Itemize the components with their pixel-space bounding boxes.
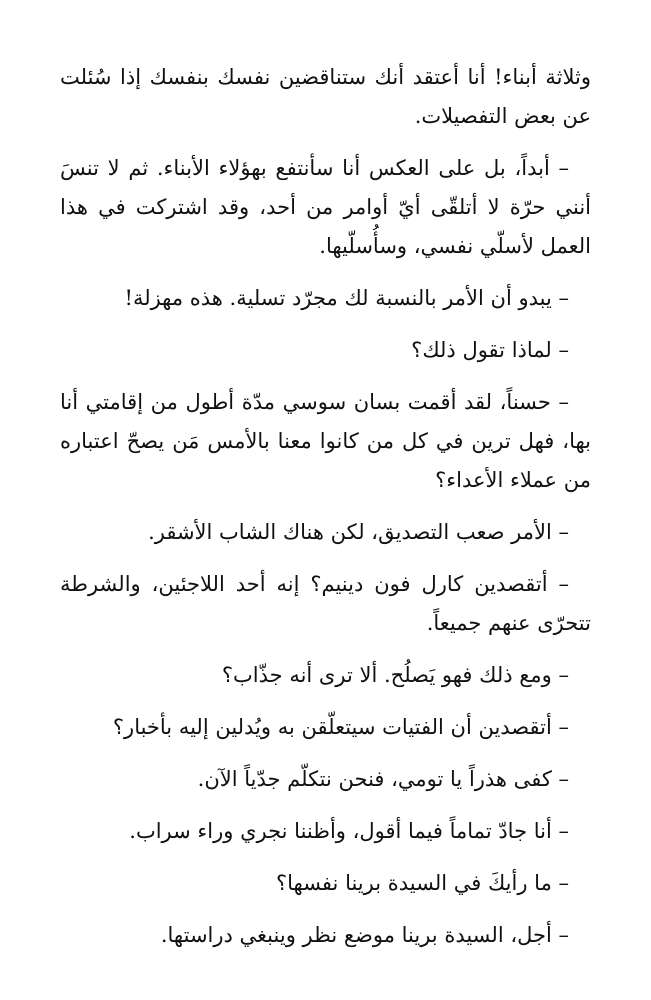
paragraph-1: وثلاثة أبناء! أنا أعتقد أنك ستناقضين نفسك بنفسك إذا سُئلت عن بعض التفصيلات. (60, 65, 591, 128)
paragraph-12: – ما رأيكَ في السيدة برينا نفسها؟ (275, 871, 569, 895)
paragraph-8: – ومع ذلك فهو يَصلُح. ألا ترى أنه جذّاب؟ (221, 663, 569, 687)
book-page (60, 58, 591, 968)
paragraph-9: – أتقصدين أن الفتيات سيتعلّقن به ويُدلين إليه بأخبار؟ (112, 715, 569, 739)
paragraph-5: – حسناً، لقد أقمت بسان سوسي مدّة أطول من إقامتي أنا بها، فهل ترين في كل من كانوا معنا بالأمس مَن يصحّ اعتباره من عملاء الأعداء؟ (60, 390, 591, 492)
paragraph-3: – يبدو أن الأمر بالنسبة لك مجرّد تسلية. هذه مهزلة! (124, 286, 569, 310)
paragraph-13: – أجل، السيدة برينا موضع نظر وينبغي دراستها. (160, 923, 569, 947)
paragraph-11: – أنا جادّ تماماً فيما أقول، وأظننا نجري وراء سراب. (129, 819, 569, 843)
paragraph-4: – لماذا تقول ذلك؟ (411, 338, 569, 362)
paragraph-6: – الأمر صعب التصديق، لكن هناك الشاب الأشقر. (148, 520, 569, 544)
paragraph-2: – أبداً، بل على العكس أنا سأنتفع بهؤلاء الأبناء. ثم لا تنسَ أنني حرّة لا أتلقّى أيّ أوامر من أحد، وقد اشتركت في هذا العمل لأسلّي نفسي، وسأُسلّيها. (60, 156, 591, 258)
paragraph-7: – أتقصدين كارل فون دينيم؟ إنه أحد اللاجئين، والشرطة تتحرّى عنهم جميعاً. (60, 572, 591, 635)
paragraph-10: – كفى هذراً يا تومي، فنحن نتكلّم جدّياً الآن. (197, 767, 569, 791)
